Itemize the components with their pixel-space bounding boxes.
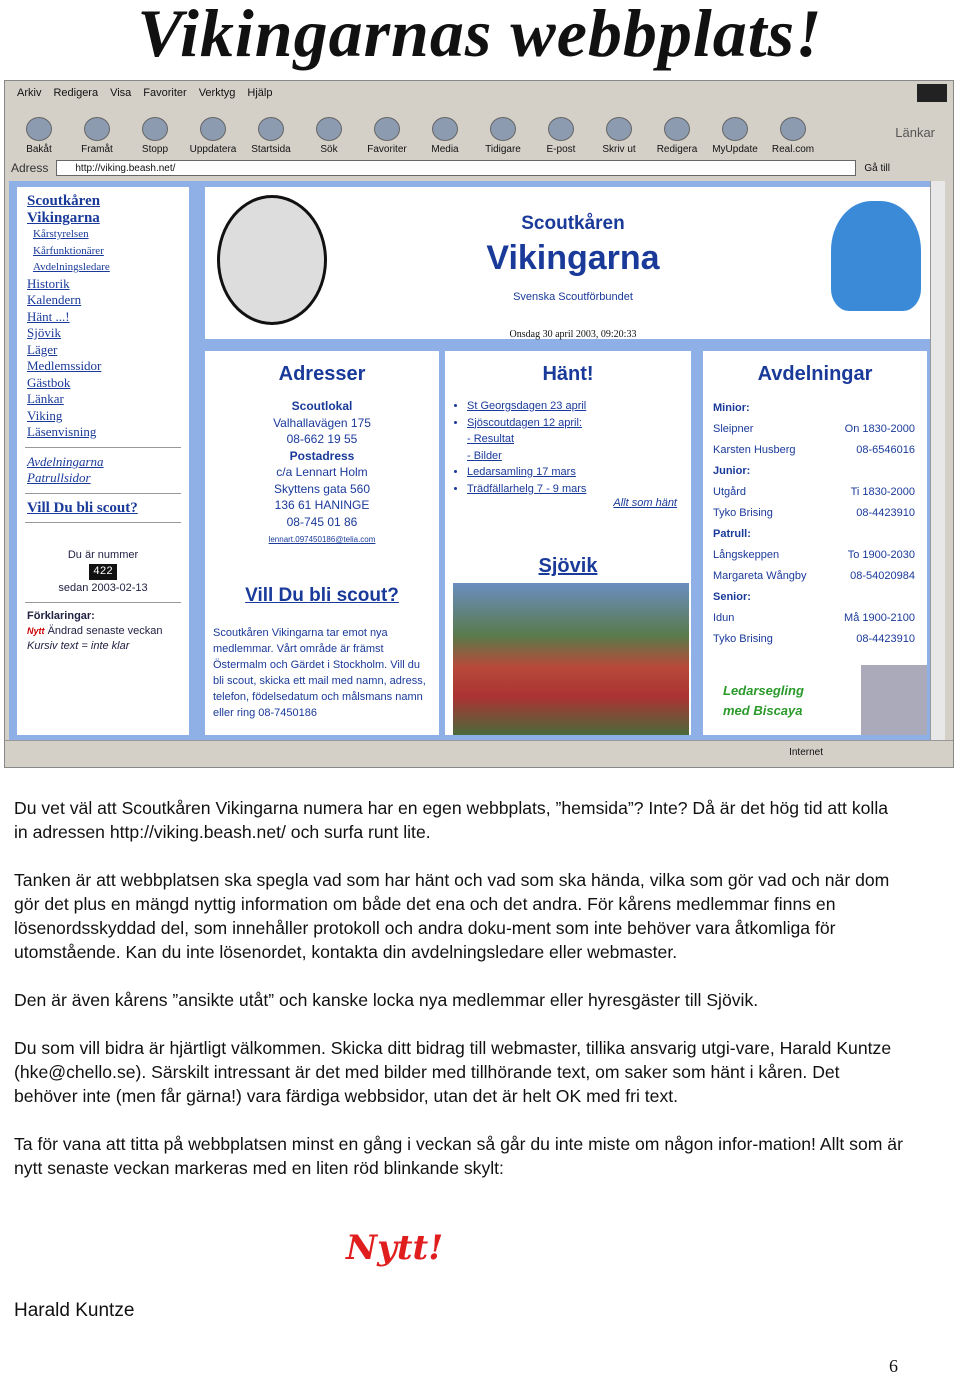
forward-label: Framåt (81, 144, 113, 155)
favorites-button[interactable] (363, 117, 411, 155)
row-info: 08-54020984 (850, 570, 915, 582)
edit-button[interactable] (653, 117, 701, 155)
address-line: c/a Lennart Holm (276, 465, 368, 479)
stop-icon (142, 117, 168, 141)
avdelningar-list (713, 398, 927, 650)
table-row (713, 482, 915, 503)
sidebar-divider (25, 447, 181, 448)
sidebar-item-scoutkaren[interactable]: Scoutkåren (27, 193, 101, 209)
realcom-icon (780, 117, 806, 141)
adresser-column (205, 351, 439, 735)
row-info: 08-4423910 (856, 633, 915, 645)
nytt-sign: Nytt! (346, 1228, 444, 1268)
legend-italic: Kursiv text = inte klar (27, 640, 130, 652)
header-line1: Scoutkåren (521, 213, 625, 234)
row-name: Sleipner (713, 423, 754, 435)
group-heading (713, 524, 915, 545)
row-info: 08-6546016 (856, 444, 915, 456)
row-name: Tyko Brising (713, 633, 773, 645)
row-name: Karsten Husberg (713, 444, 796, 456)
row-name: Utgård (713, 486, 747, 498)
address-line: 08-662 19 55 (286, 432, 358, 446)
history-icon (490, 117, 516, 141)
windows-logo-icon (917, 84, 947, 102)
back-button[interactable] (15, 117, 63, 155)
myupdate-button[interactable] (711, 117, 759, 155)
group-heading (713, 587, 915, 608)
list-item[interactable]: - Resultat (467, 433, 515, 445)
group-label: Patrull: (713, 528, 751, 540)
sidebar-item-sjovik[interactable]: Sjövik (27, 325, 61, 340)
address-line: 08-745 01 86 (286, 514, 358, 529)
forward-arrow-icon (84, 117, 110, 141)
sidebar-item-viking[interactable]: Viking (27, 407, 63, 423)
menu-verktyg[interactable]: Verktyg (198, 87, 236, 99)
group-heading (713, 461, 915, 482)
visitor-counter: 422 (89, 564, 117, 580)
sidebar-divider (25, 522, 181, 523)
avdelningar-title: Avdelningar (757, 363, 873, 385)
address-input[interactable]: http://viking.beash.net/ (56, 160, 856, 176)
list-item[interactable]: • St Georgsdagen 23 april (467, 398, 691, 415)
refresh-button[interactable] (189, 117, 237, 155)
red-house-photo (453, 583, 689, 735)
refresh-icon (200, 117, 226, 141)
menu-arkiv[interactable]: Arkiv (17, 87, 42, 99)
realcom-button[interactable] (769, 117, 817, 155)
refresh-label: Uppdatera (189, 144, 237, 155)
links-label[interactable]: Länkar (895, 125, 935, 140)
printer-icon (606, 117, 632, 141)
row-name: Långskeppen (713, 549, 780, 561)
legend-changed: Ändrad senaste veckan (47, 625, 163, 637)
page-headline: Vikingarnas webbplats! (137, 0, 823, 71)
mail-button[interactable] (537, 117, 585, 155)
status-bar (5, 740, 953, 767)
table-row (713, 608, 915, 629)
legend-title: Förklaringar: (27, 610, 95, 622)
menu-hjalp[interactable]: Hjälp (247, 87, 273, 99)
myupdate-label: MyUpdate (712, 144, 758, 155)
home-label: Startsida (251, 144, 291, 155)
ledarsegling-line2: med Biscaya (723, 703, 803, 718)
site-header (205, 187, 941, 339)
header-line2: Vikingarna (486, 239, 660, 277)
ledarsegling-link[interactable] (723, 681, 804, 721)
page-number: 6 (889, 1356, 898, 1376)
media-button[interactable] (421, 117, 469, 155)
status-zone: Internet (789, 747, 823, 758)
table-row (713, 503, 915, 524)
go-button[interactable]: Gå till (864, 162, 890, 174)
menu-bar (5, 81, 953, 105)
header-line3: Svenska Scoutförbundet (513, 291, 633, 303)
forward-button[interactable] (73, 117, 121, 155)
menu-favoriter[interactable]: Favoriter (143, 87, 187, 99)
edit-label: Redigera (656, 144, 698, 155)
home-icon (258, 117, 284, 141)
paragraph: Du vet väl att Scoutkåren Vikingarna numera har en egen webbplats, ”hemsida”? Inte? Då är det hög tid att kolla in adressen http://viking.beash.net/ och surfa runt lite. (14, 798, 889, 842)
sidebar-item-medlemssidor[interactable]: Medlemssidor (27, 358, 102, 373)
scrollbar[interactable] (930, 181, 945, 741)
address-line: Postadress (289, 448, 355, 463)
mail-icon (548, 117, 574, 141)
address-line: Skyttens gata 560 (273, 481, 371, 496)
group-label: Senior: (713, 591, 751, 603)
group-label: Junior: (713, 465, 751, 477)
star-icon (374, 117, 400, 141)
sidebar-item-kalendern[interactable]: Kalendern (27, 292, 82, 307)
row-info: 08-4423910 (856, 507, 915, 519)
print-label: Skriv ut (602, 144, 636, 155)
table-row (713, 629, 915, 650)
row-info: To 1900-2030 (847, 549, 915, 561)
address-line: 136 61 HANINGE (274, 498, 370, 512)
signature: Harald Kuntze (14, 1300, 135, 1321)
stop-label: Stopp (141, 144, 169, 155)
ledarsegling-line1: Ledarsegling (723, 683, 804, 698)
group-heading (713, 398, 915, 419)
hant-list (445, 398, 691, 497)
sidebar-item-vikingarna[interactable]: Vikingarna (27, 209, 100, 226)
search-label: Sök (320, 144, 338, 155)
menu-redigera[interactable]: Redigera (53, 87, 99, 99)
table-row (713, 419, 915, 440)
row-info: On 1830-2000 (844, 423, 915, 435)
sidebar-item-karfunktionarer[interactable]: Kårfunktionärer (33, 244, 104, 257)
article-body (14, 796, 904, 1204)
visitor-counter-pre: Du är nummer (67, 549, 139, 561)
sidebar-item-lager[interactable]: Läger (27, 341, 58, 357)
address-line: Valhallavägen 175 (273, 415, 371, 430)
table-row (713, 545, 915, 566)
page-viewport (9, 181, 945, 741)
visitor-counter-post: sedan 2003-02-13 (58, 582, 148, 594)
media-label: Media (431, 144, 459, 155)
row-info: Må 1900-2100 (844, 612, 915, 624)
sidebar-item-lasenvisning[interactable]: Läsenvisning (27, 424, 97, 439)
avdelningar-column (703, 351, 927, 735)
hant-title: Hänt! (542, 363, 594, 385)
recruit-description: Scoutkåren Vikingarna tar emot nya medlemmar. Vårt område är främst Östermalm och Gärdet i Stockholm. Vill du bli scout, skicka ett mail med namn, adress, telefon, födelsedatum och målsmans namn eller ring 08-7450186 (213, 626, 426, 719)
allt-som-hant-link[interactable]: Allt som hänt (613, 497, 677, 509)
paragraph: Ta för vana att titta på webbplatsen minst en gång i veckan så går du inte miste om någon infor-mation! Allt som är nytt senaste veckan markeras med en liten röd blinkande skylt: (14, 1134, 903, 1178)
row-info: Ti 1830-2000 (850, 486, 915, 498)
print-button[interactable] (595, 117, 643, 155)
sidebar-item-lankar[interactable]: Länkar (27, 391, 64, 406)
sjovik-link[interactable]: Sjövik (538, 555, 598, 577)
sidebar-item-karstyrelsen[interactable]: Kårstyrelsen (33, 228, 89, 240)
menu-visa[interactable]: Visa (110, 87, 132, 99)
sidebar-divider (25, 493, 181, 494)
back-label: Bakåt (26, 144, 52, 155)
search-icon (316, 117, 342, 141)
sidebar-item-hant[interactable]: Hänt ...! (27, 308, 70, 324)
row-name: Tyko Brising (713, 507, 773, 519)
paragraph: Tanken är att webbplatsen ska spegla vad som har hänt och vad som ska hända, vilka som gör vad och när dom gör det plus en mängd nyttig information om både det ena och det andra. För kårens medlemmar finns en lösenordsskyddad del, som innehåller protokoll och andra doku-ment som inte behöver vara åtkomliga för utomstående. Kan du inte lösenordet, kontakta din avdelningsledare eller webmaster. (14, 870, 890, 962)
row-name: Idun (713, 612, 735, 624)
sidebar-vill-du-bli-scout[interactable]: Vill Du bli scout? (27, 499, 138, 516)
list-item[interactable]: • Trädfällarhelg 7 - 9 mars (467, 481, 691, 498)
search-button[interactable] (305, 117, 353, 155)
table-row (713, 440, 915, 461)
history-label: Tidigare (485, 144, 521, 155)
paragraph: Den är även kårens ”ansikte utåt” och kanske locka nya medlemmar eller hyresgäster till Sjövik. (14, 990, 759, 1010)
stop-button[interactable] (131, 117, 179, 155)
row-name: Margareta Wångby (713, 570, 807, 582)
history-button[interactable] (479, 117, 527, 155)
sidebar-item-avdelningarna[interactable]: Avdelningarna (27, 453, 104, 469)
realcom-label: Real.com (771, 144, 815, 155)
sidebar-divider (25, 602, 181, 603)
email-link[interactable]: lennart.097450186@telia.com (268, 535, 376, 544)
back-arrow-icon (26, 117, 52, 141)
browser-screenshot (4, 80, 954, 768)
group-label: Minior: (713, 402, 750, 414)
table-row (713, 566, 915, 587)
list-item[interactable]: - Bilder (467, 449, 502, 462)
myupdate-icon (722, 117, 748, 141)
toolbar (5, 107, 953, 155)
sidebar-item-patrullsidor[interactable]: Patrullsidor (27, 470, 91, 485)
hant-column (445, 351, 691, 735)
media-icon (432, 117, 458, 141)
address-label: Adress (11, 161, 49, 175)
edit-icon (664, 117, 690, 141)
paragraph: Du som vill bidra är hjärtligt välkommen. Skicka ditt bidrag till webmaster, tillika ansvarig utgi-vare, Harald Kuntze (hke@chello.se). Särskilt intressant är det med bilder med tillhörande text, om saker som hänt i kåren. Det behöver inte (men får gärna!) vara färdiga webbsidor, utan det är helt OK med fri text. (14, 1038, 892, 1106)
sidebar-item-avdelningsledare[interactable]: Avdelningsledare (33, 261, 110, 273)
sidebar-item-historik[interactable]: Historik (27, 275, 70, 291)
list-item[interactable]: • Sjöscoutdagen 12 april: (467, 415, 691, 432)
header-date: Onsdag 30 april 2003, 09:20:33 (509, 329, 637, 340)
mail-label: E-post (546, 144, 576, 155)
nytt-tag: Nytt (27, 626, 45, 636)
adresser-title: Adresser (278, 363, 366, 385)
church-photo (861, 665, 927, 735)
home-button[interactable] (247, 117, 295, 155)
site-sidebar (17, 187, 189, 735)
address-block (205, 398, 439, 549)
sidebar-item-gastbok[interactable]: Gästbok (27, 374, 71, 390)
favorites-label: Favoriter (367, 144, 407, 155)
list-item[interactable]: • Ledarsamling 17 mars (467, 464, 691, 481)
vill-du-bli-scout-link[interactable]: Vill Du bli scout? (245, 584, 399, 606)
address-line: Scoutlokal (291, 399, 353, 413)
address-bar (5, 157, 953, 179)
